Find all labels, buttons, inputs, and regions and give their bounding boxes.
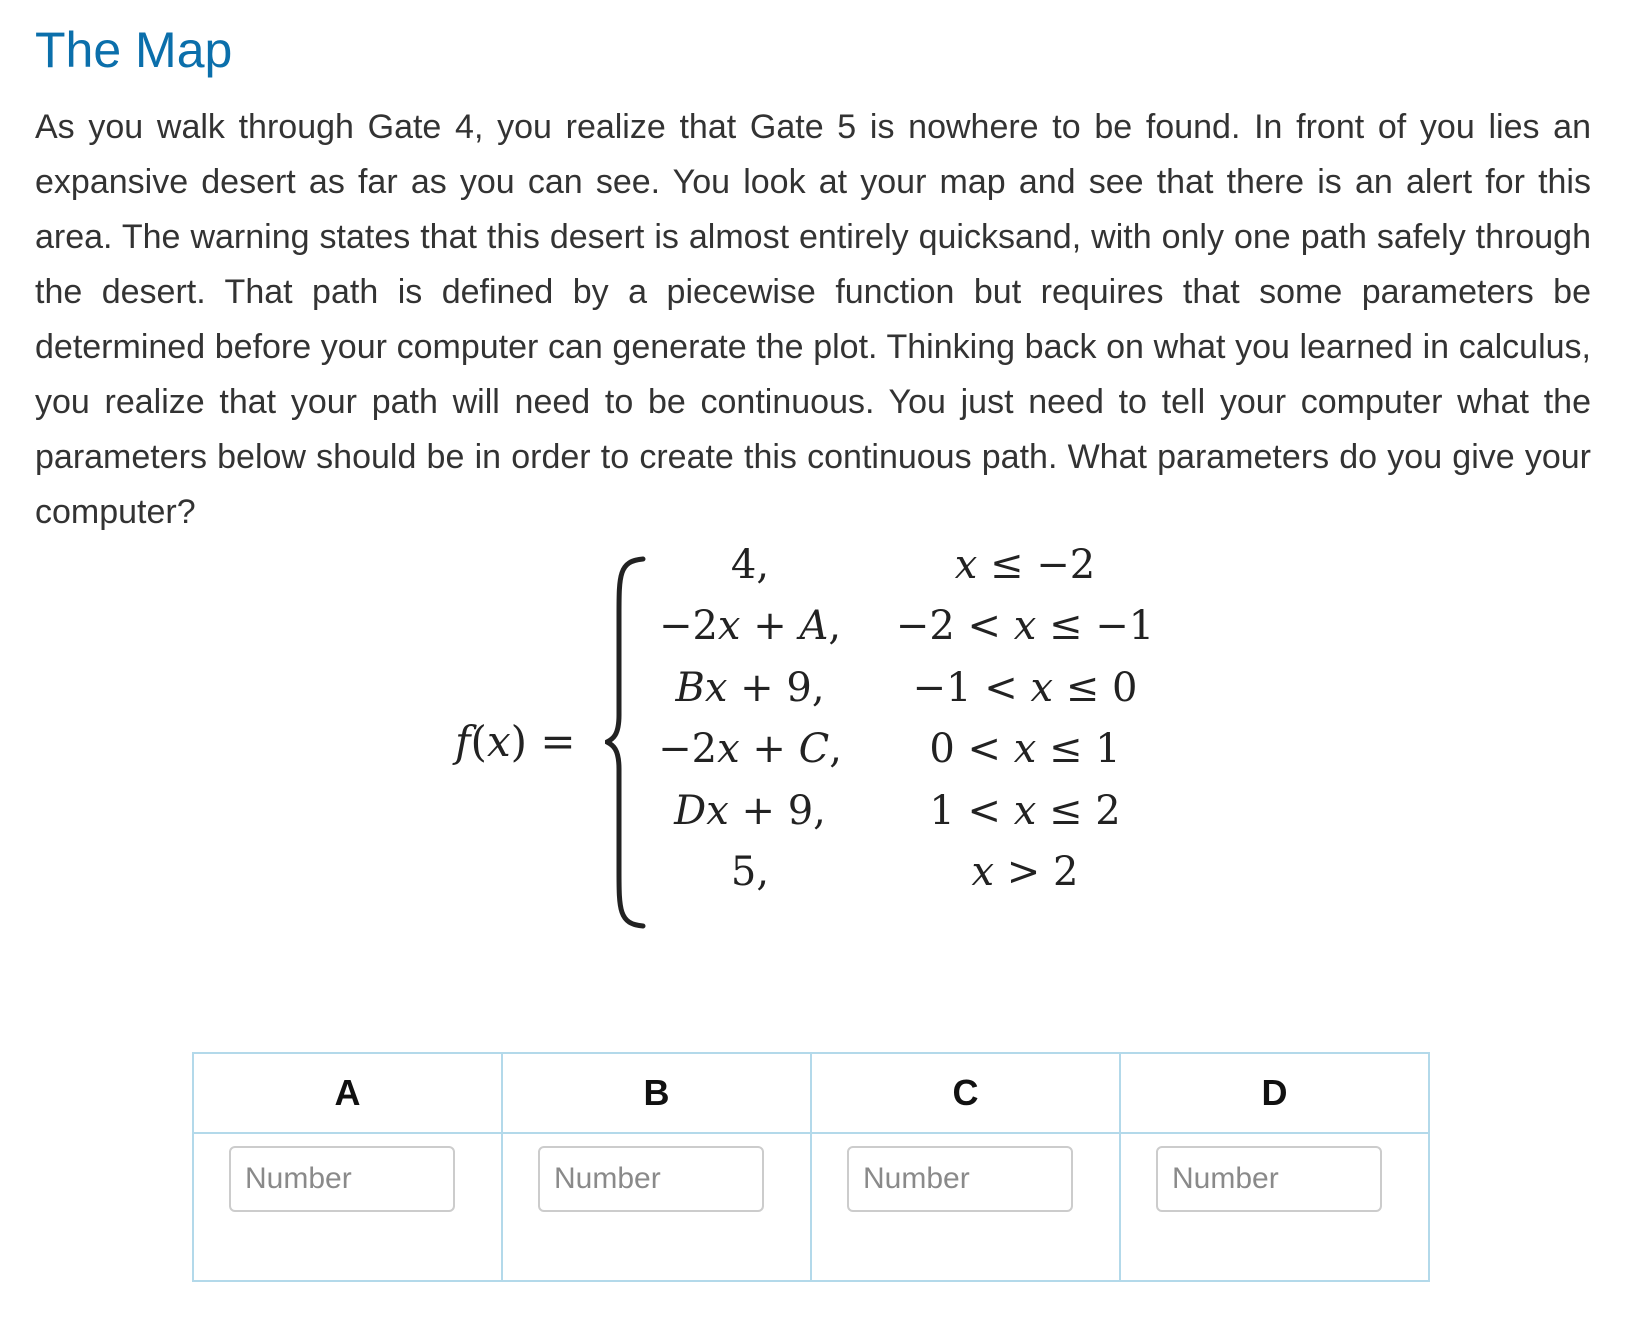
piece-value: 4, <box>730 542 770 588</box>
piece-condition: 0 < x ≤ 1 <box>929 726 1121 772</box>
header-d: D <box>1120 1053 1429 1133</box>
piece-condition: x > 2 <box>971 849 1079 895</box>
piece-condition: 1 < x ≤ 2 <box>929 788 1121 834</box>
parameter-c-input[interactable] <box>847 1146 1073 1212</box>
parameter-d-input[interactable] <box>1156 1146 1382 1212</box>
piece-value: Bx + 9, <box>675 665 825 711</box>
cell-d <box>1120 1133 1429 1281</box>
piece-value: Dx + 9, <box>674 788 826 834</box>
piece-condition: −1 < x ≤ 0 <box>912 665 1138 711</box>
cell-b <box>502 1133 811 1281</box>
problem-paragraph: As you walk through Gate 4, you realize that Gate 5 is nowhere to be found. In front of you lies an expansive desert as far as you can see. You look at your map and see that there is an alert for this area. The warning states that this desert is almost entirely quicksand, with only one path safely through the desert. That path is defined by a piecewise function but requires that some parameters be determined before your computer can generate the plot. Thinking back on what you learned in calculus, you realize that your path will need to be continuous. You just need to tell your computer what the parameters below should be in order to create this continuous path. What parameters do you give your computer? <box>35 108 1591 531</box>
cell-a <box>193 1133 502 1281</box>
piece-condition: −2 < x ≤ −1 <box>895 603 1155 649</box>
equation-lhs: f(x) = <box>455 717 576 766</box>
answer-table <box>192 1052 1430 1282</box>
piece-value: 5, <box>730 849 770 895</box>
parameter-b-input[interactable] <box>538 1146 764 1212</box>
page-title: The Map <box>35 22 233 78</box>
piece-value: −2x + C, <box>658 726 842 772</box>
piece-condition: x ≤ −2 <box>954 542 1096 588</box>
cell-c <box>811 1133 1120 1281</box>
table-row <box>193 1133 1429 1281</box>
header-a: A <box>193 1053 502 1133</box>
header-c: C <box>811 1053 1120 1133</box>
left-brace-icon <box>605 555 655 930</box>
parameter-a-input[interactable] <box>229 1146 455 1212</box>
piece-value: −2x + A, <box>658 603 842 649</box>
table-header-row <box>193 1053 1429 1133</box>
header-b: B <box>502 1053 811 1133</box>
